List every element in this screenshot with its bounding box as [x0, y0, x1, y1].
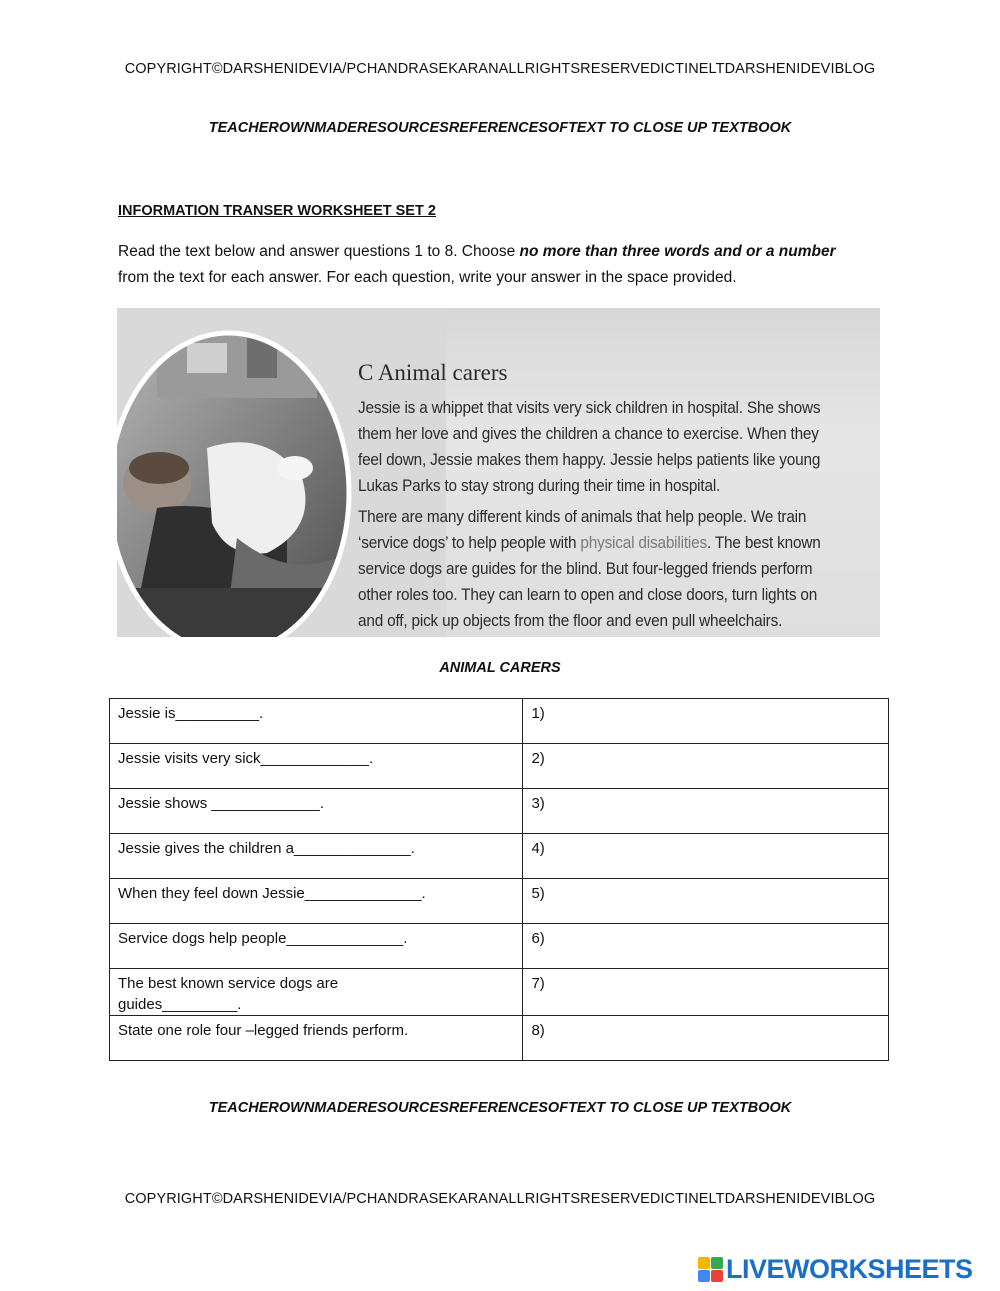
header-copyright: COPYRIGHT©DARSHENIDEVIA/PCHANDRASEKARANALLRIGHTSRESERVEDICTINELTDARSHENIDEVIBLOG: [124, 61, 876, 77]
answer-cell[interactable]: [523, 969, 889, 1016]
answer-input-8[interactable]: [549, 1022, 849, 1039]
answer-number: 6): [531, 930, 545, 947]
table-row: [110, 699, 889, 744]
header-banner: TEACHEROWNMADERESOURCESREFERENCESOFTEXT TO CLOSE UP TEXTBOOK: [208, 120, 792, 136]
question-cell: Jessie is__________.: [110, 699, 523, 744]
table-row: [110, 879, 889, 924]
answer-cell[interactable]: [523, 744, 889, 789]
answer-number: 8): [531, 1022, 545, 1039]
answer-cell[interactable]: [523, 924, 889, 969]
table-row: [110, 789, 889, 834]
table-row: [110, 1016, 889, 1061]
table-caption: ANIMAL CARERS: [439, 660, 561, 676]
answer-number: 1): [531, 705, 545, 722]
question-cell: State one role four –legged friends perform.: [110, 1016, 523, 1061]
textbook-excerpt: [117, 308, 880, 637]
table-row: [110, 969, 889, 1016]
question-cell: The best known service dogs are guides_________.: [110, 969, 523, 1016]
question-cell: Jessie shows _____________.: [110, 789, 523, 834]
answer-input-4[interactable]: [549, 840, 849, 857]
liveworksheets-logo-icon: [698, 1257, 723, 1282]
answer-cell[interactable]: [523, 789, 889, 834]
answer-number: 3): [531, 795, 545, 812]
liveworksheets-logo[interactable]: [698, 1254, 973, 1284]
answer-input-5[interactable]: [549, 885, 849, 902]
instructions-emphasis: no more than three words and or a number: [519, 243, 836, 260]
instructions-part2: from the text for each answer. For each question, write your answer in the space provided.: [118, 269, 737, 286]
footer-banner: TEACHEROWNMADERESOURCESREFERENCESOFTEXT TO CLOSE UP TEXTBOOK: [208, 1100, 792, 1116]
answer-cell[interactable]: [523, 879, 889, 924]
liveworksheets-logo-text: LIVEWORKSHEETS: [726, 1253, 973, 1284]
textbook-paragraph-2: [358, 504, 832, 634]
footer-copyright: COPYRIGHT©DARSHENIDEVIA/PCHANDRASEKARANALLRIGHTSRESERVEDICTINELTDARSHENIDEVIBLOG: [124, 1191, 876, 1207]
textbook-heading: C Animal carers: [358, 360, 508, 385]
table-row: [110, 744, 889, 789]
question-cell: When they feel down Jessie______________.: [110, 879, 523, 924]
answer-number: 2): [531, 750, 545, 767]
textbook-paragraph-2-part2: . The best known service dogs are guides for the blind. But four-legged friends perform other roles too. They can learn to open and close doors, turn lights on and off, pick up objects from the floor and even pull wheelchairs.: [358, 534, 821, 630]
answer-input-1[interactable]: [549, 705, 849, 722]
answer-table: [109, 698, 889, 1061]
table-row: [110, 924, 889, 969]
textbook-paragraph-1: Jessie is a whippet that visits very sick children in hospital. She shows them her love and gives the children a chance to exercise. When they feel down, Jessie makes them happy. Jessie helps patients like young Lukas Parks to stay strong during their time in hospital.: [358, 399, 821, 495]
question-cell: Jessie gives the children a______________.: [110, 834, 523, 879]
answer-number: 7): [531, 975, 545, 992]
textbook-paragraph-2-part1: There are many different kinds of animals that help people. We train ‘service dogs’ to help people with: [358, 508, 807, 552]
answer-cell[interactable]: [523, 1016, 889, 1061]
answer-number: 5): [531, 885, 545, 902]
instructions-part1: Read the text below and answer questions 1 to 8. Choose: [118, 243, 520, 260]
answer-number: 4): [531, 840, 545, 857]
instructions: [118, 239, 878, 291]
answer-cell[interactable]: [523, 834, 889, 879]
table-row: [110, 834, 889, 879]
answer-input-3[interactable]: [549, 795, 849, 812]
answer-input-7[interactable]: [549, 975, 849, 992]
question-cell: Jessie visits very sick_____________.: [110, 744, 523, 789]
textbook-paragraph-2-highlight: physical disabilities: [580, 534, 707, 552]
worksheet-title: INFORMATION TRANSER WORKSHEET SET 2: [118, 203, 436, 219]
question-cell: Service dogs help people______________.: [110, 924, 523, 969]
answer-cell[interactable]: [523, 699, 889, 744]
answer-input-2[interactable]: [549, 750, 849, 767]
answer-input-6[interactable]: [549, 930, 849, 947]
